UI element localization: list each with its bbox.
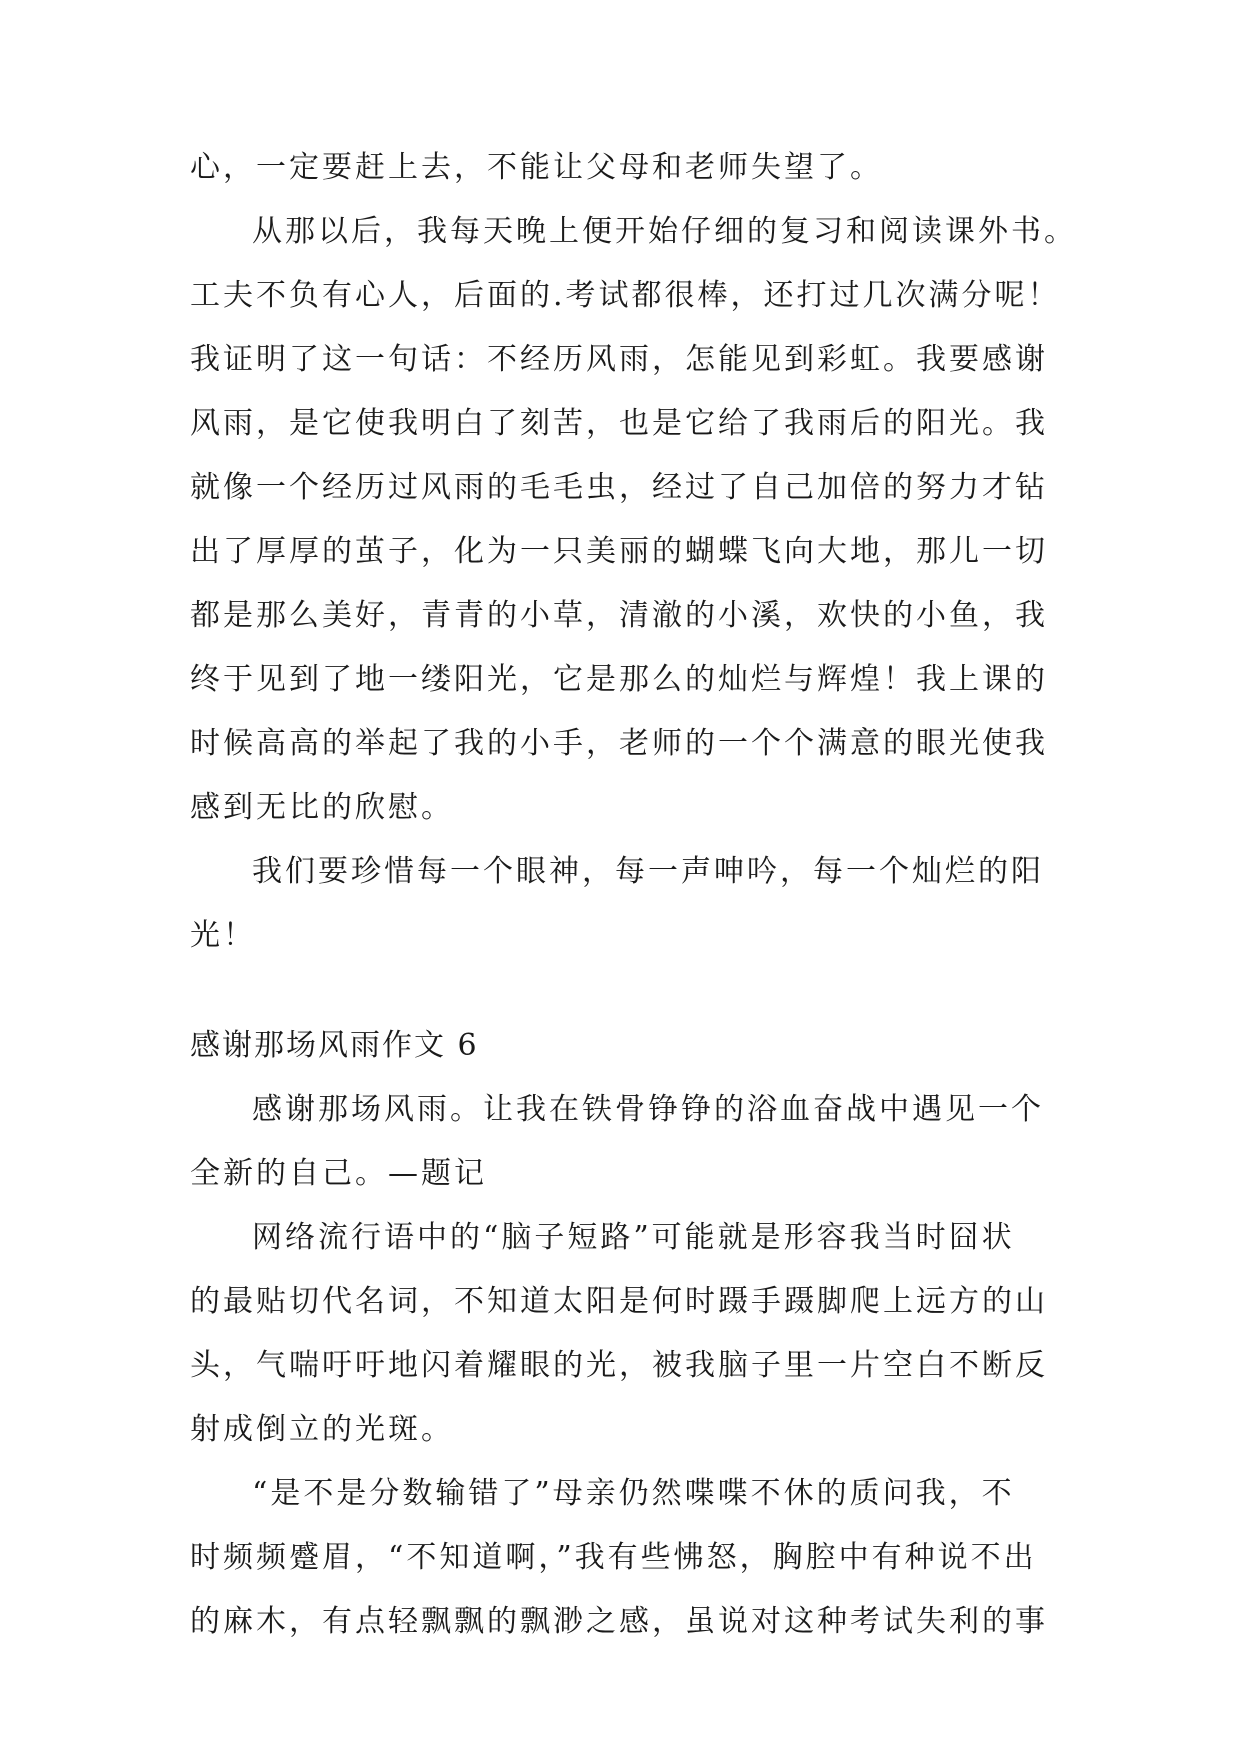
text-line: 的最贴切代名词，不知道太阳是何时蹑手蹑脚爬上远方的山 <box>190 1284 1048 1319</box>
paragraph-start: “是不是分数输错了”母亲仍然喋喋不休的质问我，不 <box>252 1476 1015 1511</box>
text-line: 终于见到了地一缕阳光，它是那么的灿烂与辉煌！我上课的 <box>190 662 1048 697</box>
text-line: 心，一定要赶上去，不能让父母和老师失望了。 <box>190 150 883 185</box>
paragraph-start: 我们要珍惜每一个眼神，每一声呻吟，每一个灿烂的阳 <box>252 854 1044 889</box>
text-line: 的麻木，有点轻飘飘的飘渺之感，虽说对这种考试失利的事 <box>190 1604 1048 1639</box>
text-line: 射成倒立的光斑。 <box>190 1412 454 1447</box>
text-line: 光！ <box>190 918 256 953</box>
text-line: 头，气喘吁吁地闪着耀眼的光，被我脑子里一片空白不断反 <box>190 1348 1048 1383</box>
text-line: 我证明了这一句话：不经历风雨，怎能见到彩虹。我要感谢 <box>190 342 1048 377</box>
text-line: 全新的自己。—题记 <box>190 1156 487 1191</box>
text-line: 出了厚厚的茧子，化为一只美丽的蝴蝶飞向大地，那儿一切 <box>190 534 1048 569</box>
text-line: 时频频蹙眉，“不知道啊，”我有些怫怒，胸腔中有种说不出 <box>190 1540 1037 1575</box>
paragraph-start: 感谢那场风雨。让我在铁骨铮铮的浴血奋战中遇见一个 <box>252 1092 1044 1127</box>
text-line: 风雨，是它使我明白了刻苦，也是它给了我雨后的阳光。我 <box>190 406 1048 441</box>
text-line: 工夫不负有心人，后面的.考试都很棒，还打过几次满分呢！ <box>190 278 1061 313</box>
text-line: 时候高高的举起了我的小手，老师的一个个满意的眼光使我 <box>190 726 1048 761</box>
paragraph-start: 网络流行语中的“脑子短路”可能就是形容我当时囧状 <box>252 1220 1015 1255</box>
text-line: 就像一个经历过风雨的毛毛虫，经过了自己加倍的努力才钻 <box>190 470 1048 505</box>
text-line: 感到无比的欣慰。 <box>190 790 454 825</box>
text-line: 都是那么美好，青青的小草，清澈的小溪，欢快的小鱼，我 <box>190 598 1048 633</box>
paragraph-start: 从那以后，我每天晚上便开始仔细的复习和阅读课外书。 <box>252 214 1077 249</box>
section-heading: 感谢那场风雨作文 6 <box>190 1028 479 1063</box>
